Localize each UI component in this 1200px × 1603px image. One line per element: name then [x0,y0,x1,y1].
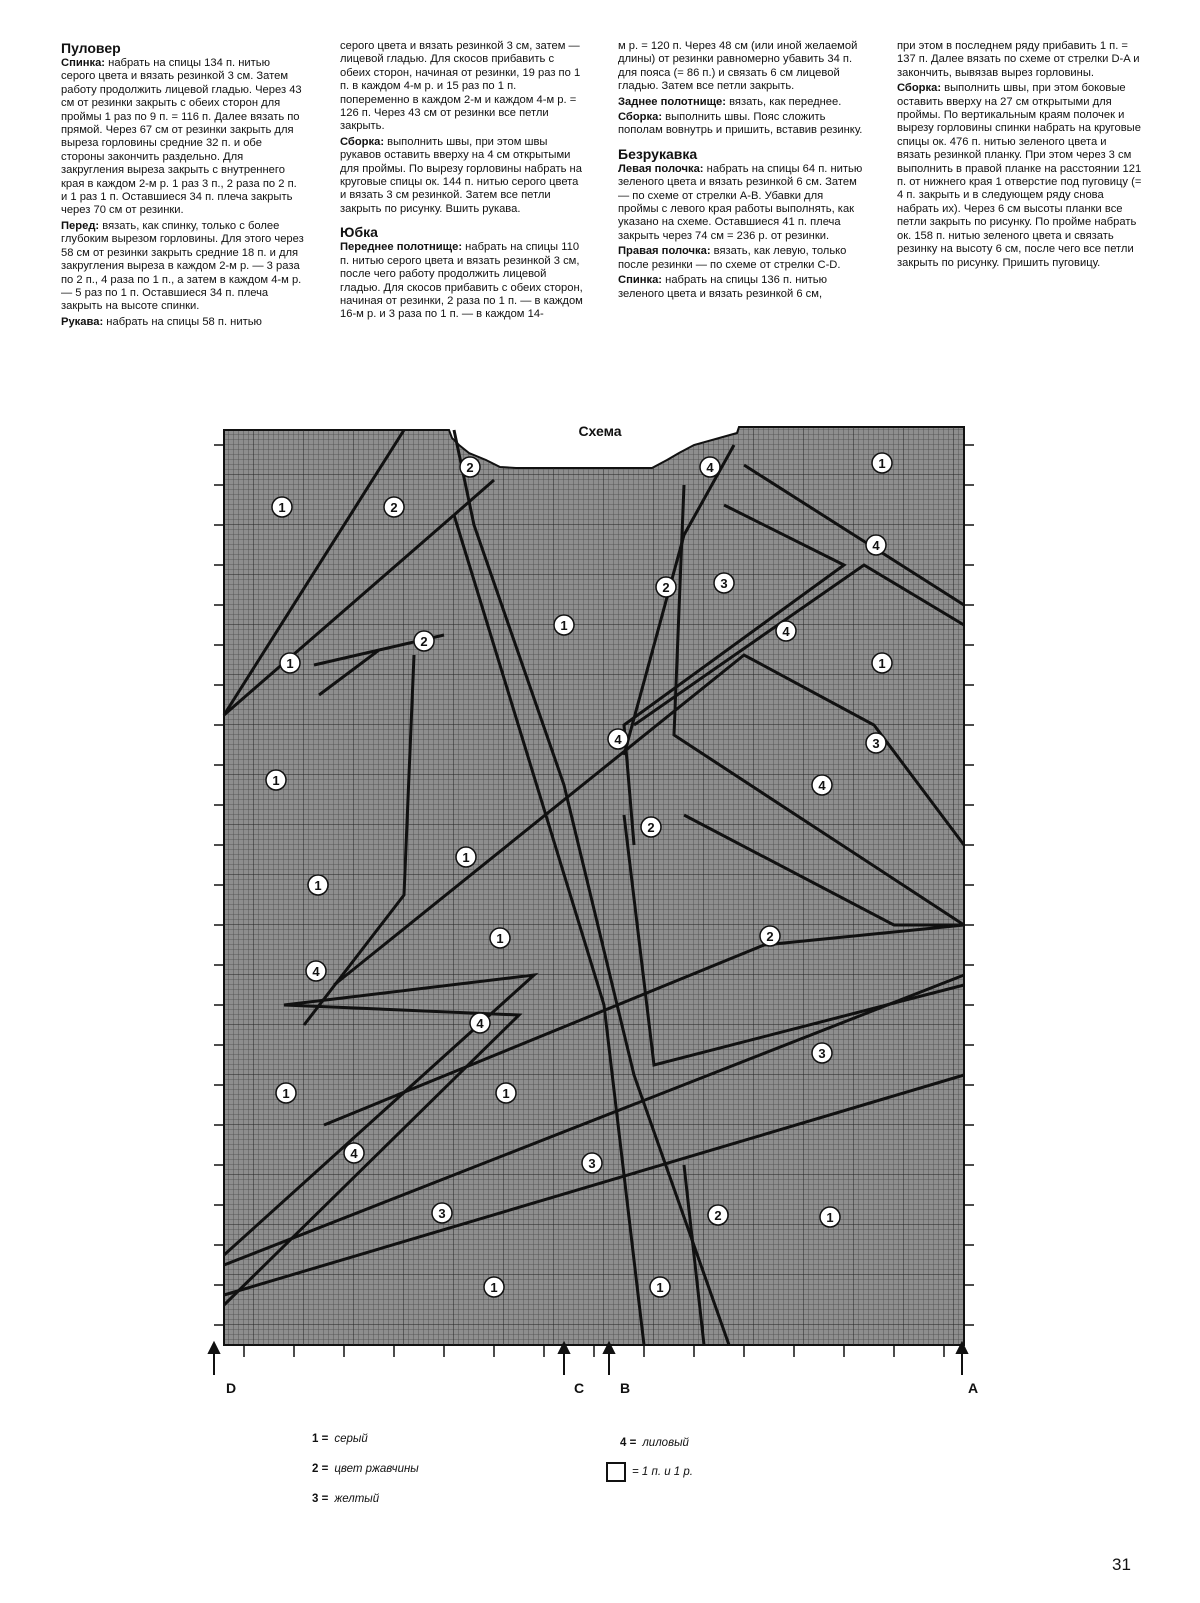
column-3 [618,40,863,303]
vest-right-paragraph: Правая полочка: вязать, как левую, только после резинки — по схеме от стрелки C-D. [618,245,847,271]
arrow-a-label: A [968,1380,979,1396]
zone-number-text: 1 [560,618,568,633]
column-1 [61,40,306,331]
arrow-c-label: C [574,1380,585,1396]
zone-number-text: 4 [706,460,714,475]
pullover-assembly-paragraph: Сборка: выполнить швы, при этом швы рукавов оставить вверху на 4 см открытыми для проймы. По вырезу горловины набрать на круговые спицы ок. 144 п. нитью серого цвета и вязать 3 см резинкой. Затем все петли закрыть по рисунку. Вшить рукава. [340,135,582,215]
zone-number-badge [760,926,780,946]
sleeves-continued-paragraph: серого цвета и вязать резинкой 3 см, затем — лицевой гладью. Для скосов прибавить с обеих сторон, начиная от резинки, 19 раз по 1 п. в каждом 4-м р. и 15 раз по 1 п. попеременно в каждом 2-м и каждом 4-м р. = 126 п. Через 43 см от резинки все петли закрыть. [340,40,581,133]
sleeves-label: Рукава: [61,315,104,328]
vest-left-paragraph: Левая полочка: набрать на спицы 64 п. нитью зеленого цвета и вязать резинкой 6 см. Затем — по схеме от стрелки A-B. Убавки для проймы с левого края работы выполнять, как указано на схеме. Оставшиеся 41 п. плеча закрыть через 74 см = 236 р. от резинки. [618,162,863,242]
pullover-back-paragraph: Спинка: набрать на спицы 134 п. нитью серого цвета и вязать резинкой 3 см. Затем работу продолжить лицевой гладью. Через 43 см от резинки закрыть с обеих сторон для проймы 1 раз по 9 п. = 116 п. Далее вязать по прямой. Через 67 см от резинки закрыть для выреза горловины средние 32 п. и обе стороны закончить раздельно. Для закругления выреза закрыть с внутреннего края в каждом 2-м р. 1 раз 3 п., 2 раза по 2 п. и 1 раз 1 п. Оставшиеся 34 п. плеча закрыть через 70 см от резинки. [61,57,302,217]
scheme-title: Схема [578,423,622,439]
zone-number-text: 1 [272,773,280,788]
arrow-d-label: D [226,1380,237,1396]
zone-number-badge [641,817,661,837]
zone-number-badge [470,1013,490,1033]
zone-number-text: 4 [476,1016,484,1031]
direction-arrows [209,1343,967,1375]
zone-number-text: 1 [314,878,322,893]
zone-number-badge [872,653,892,673]
zone-number-badge [272,497,292,517]
zone-number-badge [820,1207,840,1227]
zone-number-text: 4 [872,538,880,553]
column-4 [897,40,1142,272]
zone-number-badge [776,621,796,641]
zone-number-text: 3 [720,576,728,591]
arrow-b-label: B [620,1380,631,1396]
legend-item-stitch: = 1 п. и 1 р. [606,1462,693,1482]
zone-number-text: 4 [614,732,622,747]
skirt-title: Юбка [340,224,378,241]
zone-number-text: 2 [420,634,428,649]
zone-number-text: 1 [282,1086,290,1101]
zone-number-badge [554,615,574,635]
zone-number-text: 3 [438,1206,446,1221]
zone-number-badge [812,775,832,795]
zone-number-text: 1 [462,850,470,865]
column-2 [340,40,585,324]
zone-number-badge [656,577,676,597]
pullover-front-paragraph: Перед: вязать, как спинку, только с более глубоким вырезом горловины. Для этого через 58 см от резинки закрыть средние 18 п. и для закругления выреза в каждом 2-м р. — 3 раза по 2 п., 4 раза по 1 п., а затем в каждом 4-м р. — 5 раз по 1 п. Оставшиеся 34 п. плеча закрыть на высоте спинки. [61,219,304,313]
skirt-assembly-paragraph: Сборка: выполнить швы. Пояс сложить пополам вовнутрь и пришить, вставив резинку. [618,111,863,137]
zone-number-badge [582,1153,602,1173]
zone-number-text: 4 [782,624,790,639]
zone-number-text: 2 [647,820,655,835]
zone-number-text: 2 [766,929,774,944]
zone-number-badge [414,631,434,651]
zone-number-badge [306,961,326,981]
skirt-front-paragraph: Переднее полотнище: набрать на спицы 110 п. нитью серого цвета и вязать резинкой 3 см, после чего работу продолжить лицевой гладью. Для скосов прибавить с обеих сторон, начиная от резинки, 2 раза по 1 п. — в каждом 16-м р. и 3 раза по 1 п. — в каждом 14- [340,241,583,321]
zone-number-badge [496,1083,516,1103]
zone-number-badge [650,1277,670,1297]
zone-number-badge [384,497,404,517]
zone-number-badge [812,1043,832,1063]
zone-number-text: 1 [826,1210,834,1225]
zone-number-badge [866,733,886,753]
zone-number-badge [280,653,300,673]
vest-title: Безрукавка [618,145,698,162]
zone-number-badge [344,1143,364,1163]
zone-number-text: 1 [496,931,504,946]
zone-number-text: 2 [714,1208,722,1223]
pullover-sleeves-paragraph: Рукава: набрать на спицы 58 п. нитью [61,315,262,328]
pullover-title: Пуловер [61,40,121,56]
zone-number-badge [266,770,286,790]
zone-number-text: 1 [878,656,886,671]
zone-number-badge [276,1083,296,1103]
zone-number-text: 4 [818,778,826,793]
zone-number-text: 4 [312,964,320,979]
zone-number-badge [700,457,720,477]
legend-item-lilac: 4 = лиловый [620,1437,689,1449]
zone-number-text: 3 [872,736,880,751]
zone-number-text: 3 [818,1046,826,1061]
zone-number-text: 4 [350,1146,358,1161]
vest-back-continued-paragraph: при этом в последнем ряду прибавить 1 п. = 137 п. Далее вязать по схеме от стрелки D-A и закончить, вывязав вырез горловины. [897,40,1140,79]
skirt-front-continued-paragraph: м р. = 120 п. Через 48 см (или иной желаемой длины) от резинки равномерно убавить 34 п. для пояса (= 86 п.) и связать 6 см лицевой гладью. Затем все петли закрыть. [618,40,858,93]
zone-number-badge [608,729,628,749]
zone-number-text: 1 [490,1280,498,1295]
page-number: 31 [1112,1555,1131,1574]
knitting-scheme [204,425,994,1390]
legend-item-yellow: 3 = желтый [312,1493,380,1505]
zone-number-badge [866,535,886,555]
skirt-back-paragraph: Заднее полотнище: вязать, как переднее. [618,95,842,108]
zone-number-text: 1 [656,1280,664,1295]
zone-number-badge [460,457,480,477]
zone-number-badge [872,453,892,473]
zone-number-badge [308,875,328,895]
legend-item-rust: 2 = цвет ржавчины [312,1463,419,1475]
zone-number-text: 1 [878,456,886,471]
scheme-grid [204,425,994,1385]
front-label: Перед: [61,219,100,232]
zone-number-badge [456,847,476,867]
zone-number-badge [714,573,734,593]
stitch-square-icon [606,1462,626,1482]
back-label: Спинка: [61,57,106,69]
zone-number-text: 1 [286,656,294,671]
zone-number-badge [484,1277,504,1297]
legend-item-gray: 1 = серый [312,1433,368,1445]
vest-assembly-paragraph: Сборка: выполнить швы, при этом боковые оставить вверху на 27 см открытыми для проймы. По вертикальным краям полочек и вырезу горловины спинки набрать на круговые спицы ок. 476 п. нитью зеленого цвета и вязать резинкой планку. При этом через 3 см выполнить в правой планке на расстоянии 121 п. от нижнего края 1 отверстие под пуговицу (= 4 п. закрыть и в следующем ряду снова набрать их). Через 6 см высоты планки все петли закрыть по рисунку. По пройме набрать ок. 158 п. нитью зеленого цвета и связать резинку на высоту 6 см, после чего все петли закрыть по рисунку. Пришить пуговицу. [897,82,1142,269]
zone-number-text: 3 [588,1156,596,1171]
zone-number-text: 2 [466,460,474,475]
vest-back-paragraph: Спинка: набрать на спицы 136 п. нитью зеленого цвета и вязать резинкой 6 см, [618,274,827,300]
zone-number-text: 2 [390,500,398,515]
zone-number-text: 2 [662,580,670,595]
zone-number-badge [708,1205,728,1225]
zone-number-text: 1 [278,500,286,515]
zone-number-badge [432,1203,452,1223]
zone-number-badge [490,928,510,948]
zone-number-text: 1 [502,1086,510,1101]
